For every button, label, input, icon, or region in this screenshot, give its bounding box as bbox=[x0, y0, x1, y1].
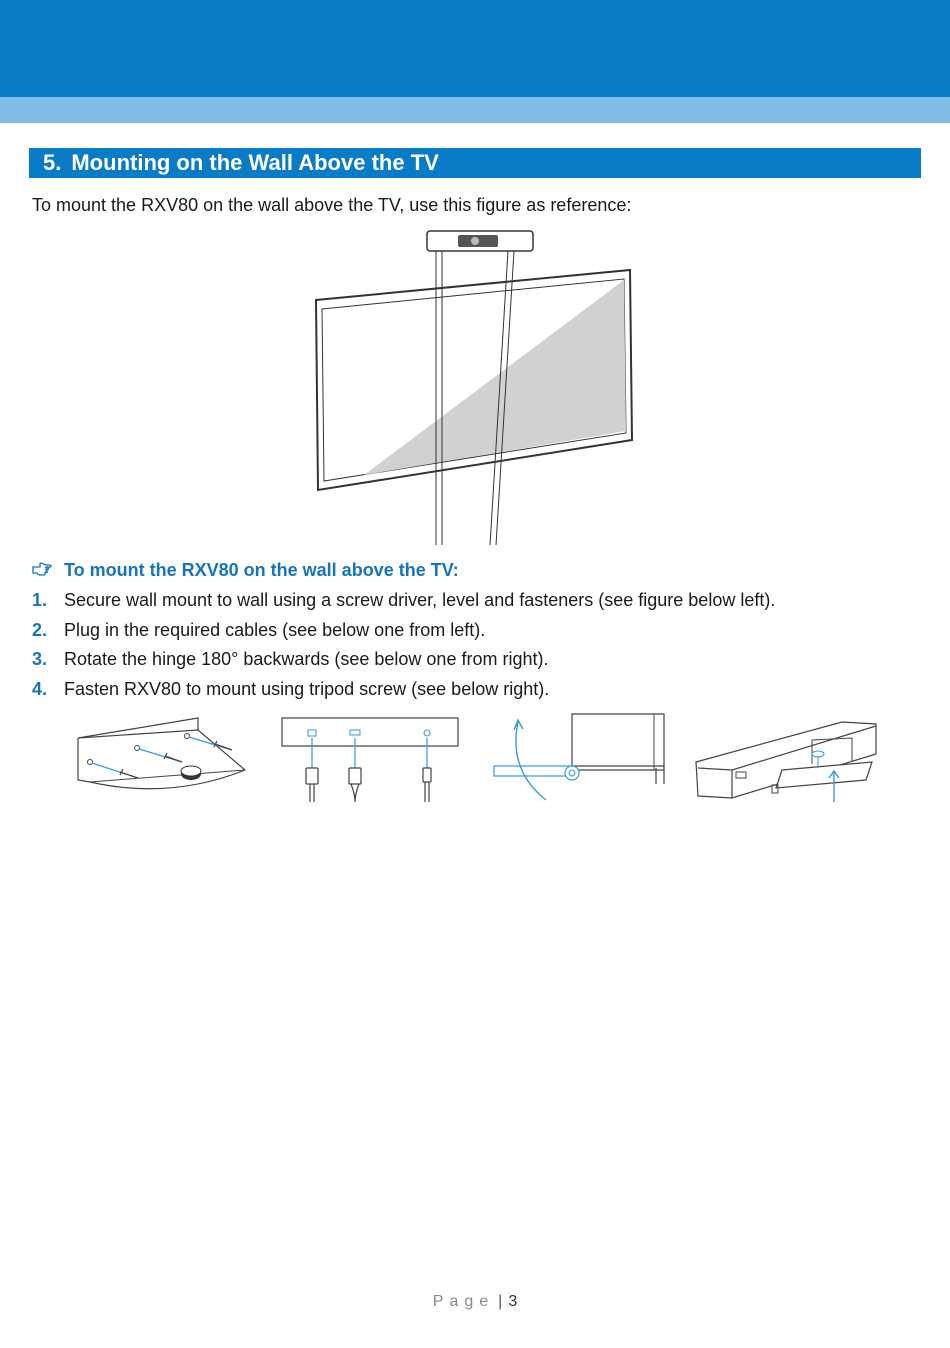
rotate-hinge-figure bbox=[488, 710, 673, 805]
procedure-heading-text: To mount the RXV80 on the wall above the TV: bbox=[64, 560, 459, 580]
camera-bar-illustration bbox=[427, 231, 533, 251]
cable-connection-figure bbox=[278, 710, 463, 810]
step-text: Fasten RXV80 to mount using tripod screw (see below right). bbox=[64, 678, 550, 699]
step-text: Rotate the hinge 180° backwards (see below one from right). bbox=[64, 649, 549, 669]
step-number: 1. bbox=[32, 590, 48, 610]
tv-illustration bbox=[316, 270, 632, 490]
procedure-heading bbox=[32, 558, 459, 582]
step-number: 4. bbox=[32, 678, 48, 699]
section-title: Mounting on the Wall Above the TV bbox=[71, 150, 439, 175]
page-number: 3 bbox=[508, 1293, 518, 1310]
step-list bbox=[32, 588, 775, 706]
tv-mount-figure bbox=[300, 225, 645, 545]
intro-text: To mount the RXV80 on the wall above the TV, use this figure as reference: bbox=[32, 195, 632, 215]
header-band bbox=[0, 0, 950, 97]
page-label: Page bbox=[432, 1293, 495, 1310]
fasten-device-figure bbox=[692, 710, 882, 810]
wall-mount-figure bbox=[70, 710, 255, 805]
step-text: Secure wall mount to wall using a screw driver, level and fasteners (see figure below left). bbox=[64, 590, 776, 610]
page-footer bbox=[0, 1292, 950, 1312]
step-item bbox=[32, 588, 775, 618]
step-number: 2. bbox=[32, 619, 48, 640]
step-item bbox=[32, 647, 775, 677]
step-number: 3. bbox=[32, 649, 48, 669]
step-text: Plug in the required cables (see below one from left). bbox=[64, 619, 486, 640]
pointing-hand-icon bbox=[32, 558, 54, 582]
section-heading bbox=[29, 148, 921, 178]
header-stripe bbox=[0, 97, 950, 123]
section-number: 5. bbox=[43, 150, 62, 175]
step-item bbox=[32, 618, 775, 648]
page-separator: | bbox=[498, 1293, 503, 1310]
step-item bbox=[32, 677, 775, 707]
